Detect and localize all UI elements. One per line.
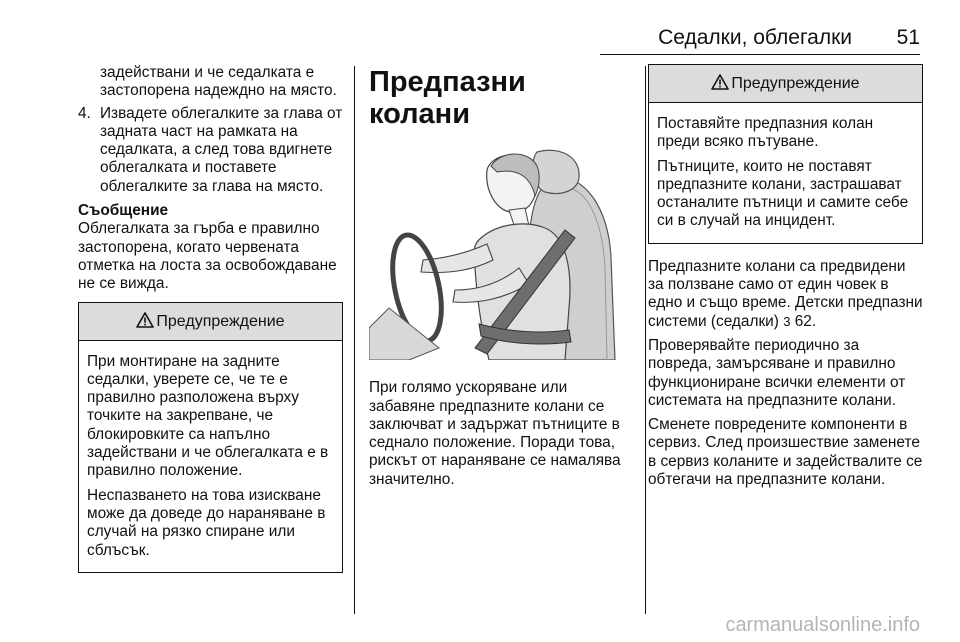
warning-paragraph: Поставяйте предпазния колан преди всяко пътуване.: [657, 115, 874, 151]
warning-paragraph: Неспазването на това изискване може да доведе до нараняване в случай на рязко спиране или сблъсък.: [87, 486, 326, 559]
header-rule: [600, 54, 920, 55]
warning-title: Предупреждение: [156, 312, 285, 330]
step-text: Извадете облегалките за глава от задната част на рамката на седалката, а след това вдигнете облегалката и поставете облегалките за глава на място.: [100, 104, 343, 195]
driver-seatbelt-illustration: [369, 148, 633, 360]
inspection-paragraph: Проверявайте периодично за повреда, замърсяване и правилно функциониране всички елементи от системата на предпазните колани.: [648, 336, 906, 409]
warning-paragraph: Пътниците, които не поставят предпазните колани, застрашават останалите пътници и самите себе си в случай на инцидент.: [657, 157, 909, 230]
seatbelt-usage-paragraph: [648, 258, 923, 331]
warning-title: Предупреждение: [731, 75, 860, 92]
section-title: Предпазни колани: [369, 66, 526, 130]
page-reference-link[interactable]: 62.: [794, 312, 817, 330]
column-left: [78, 64, 343, 573]
warning-body: [79, 341, 342, 572]
warning-triangle-icon: [711, 74, 729, 90]
warning-paragraph: При монтиране на задните седалки, уверете се, че те е правилно разположена върху точките на закрепване, че блокировките са напълно задействани и че облегалката е в правилно положение.: [87, 352, 329, 480]
note-block: [78, 202, 343, 293]
header-title: Седалки, облегалки: [658, 26, 852, 49]
note-title: Съобщение: [78, 202, 169, 220]
column-divider: [645, 66, 646, 614]
page-number: 51: [896, 26, 920, 49]
page-reference-arrow-icon[interactable]: 3: [783, 313, 791, 329]
warning-header: [79, 303, 342, 341]
step-number: 4.: [78, 104, 91, 122]
column-right: [648, 64, 923, 489]
warning-header: [649, 65, 922, 103]
warning-box: [78, 302, 343, 573]
column-middle: [369, 64, 633, 489]
warning-body: [649, 103, 922, 243]
warning-box: [648, 64, 923, 244]
replacement-paragraph: Сменете повредените компоненти в сервиз. След произшествие заменете в сервиз коланите и задействалите се обтегачи на предпазните колани.: [648, 416, 923, 489]
watermark-text: carmanualsonline.info: [725, 614, 920, 636]
step-item: [78, 105, 343, 196]
note-text: Облегалката за гърба е правилно застопорена, когато червената отметка на лоста за освобождаване не се вижда.: [78, 220, 337, 293]
seatbelt-caption: При голямо ускоряване или забавяне предпазните колани се заключват и задържат пътниците в седнало положение. Поради това, рискът от нараняване се намалява значително.: [369, 379, 621, 488]
continuation-text: задействани и че седалката е застопорена надеждно на място.: [100, 64, 337, 100]
page-header: [0, 20, 960, 54]
seatbelt-usage-text: Предпазните колани са предвидени за ползване само от един човек в едно и също време. Детски предпазни системи (седалки): [648, 257, 923, 330]
warning-triangle-icon: [136, 312, 154, 328]
column-divider: [354, 66, 355, 614]
